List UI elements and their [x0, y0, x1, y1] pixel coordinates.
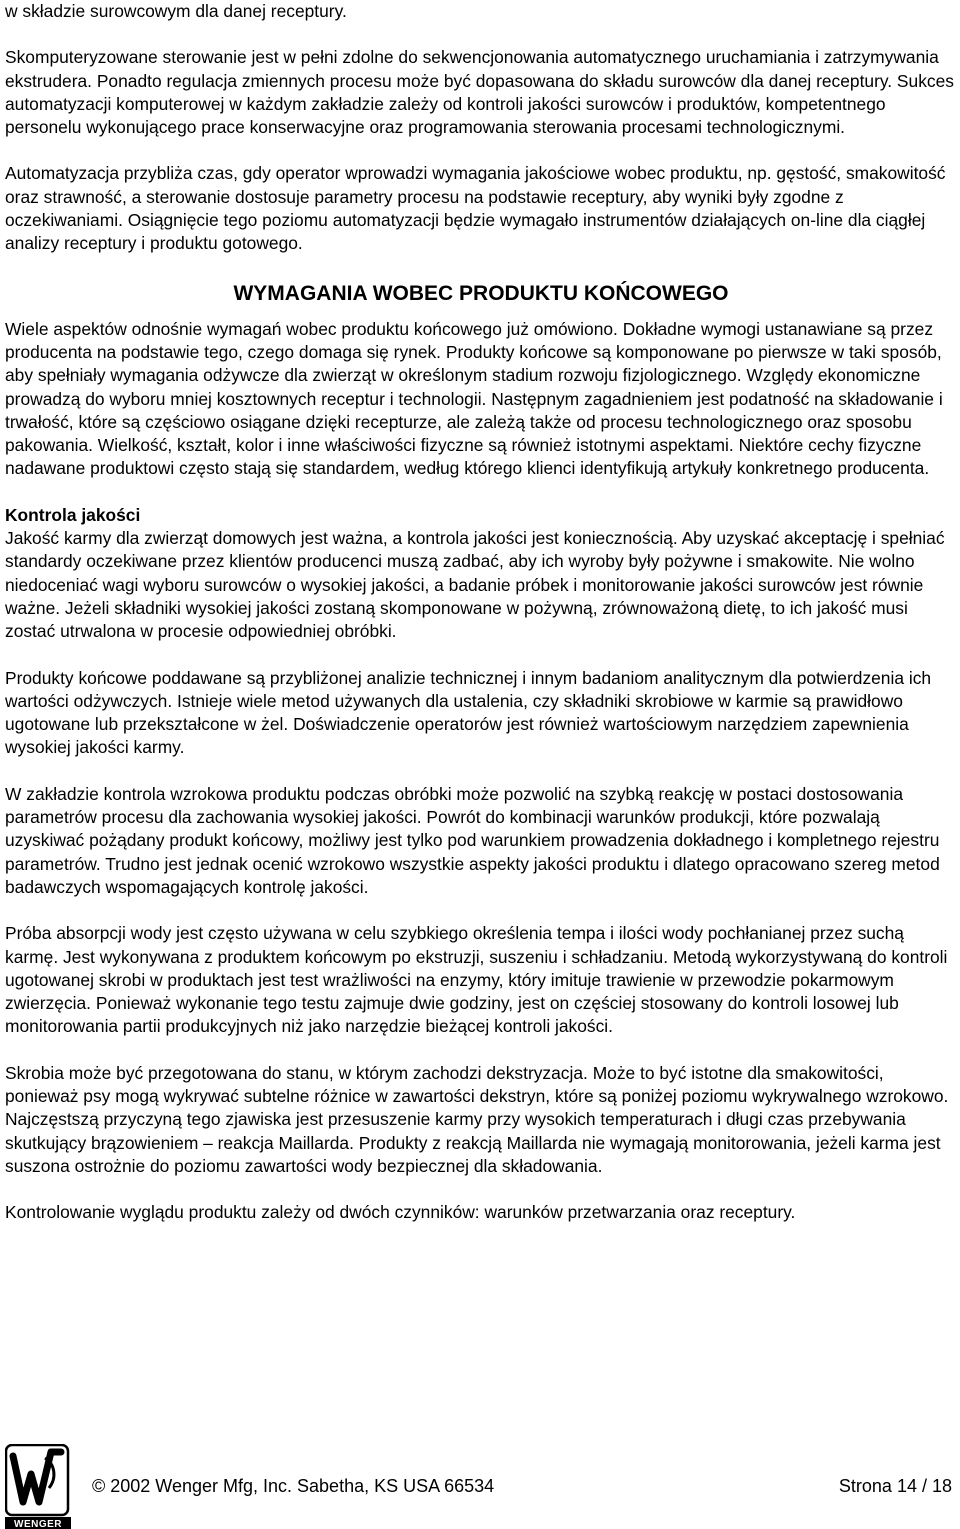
- paragraph: W zakładzie kontrola wzrokowa produktu podczas obróbki może pozwolić na szybką reakcję w postaci dostosowania parametrów procesu dla zachowania wysokiej jakości. Powrót do kombinacji warunków produkcji, które pozwalają uzyskiwać pożądany produkt końcowy, możliwy jest tylko pod warunkiem prowadzenia dokładnego i kompletnego rejestru parametrów. Trudno jest jednak ocenić wzrokowo wszystkie aspekty jakości produktu i dlatego opracowano szereg metod badawczych wspomagających kontrolę jakości.: [5, 783, 940, 897]
- subsection-heading: Kontrola jakości: [5, 504, 141, 525]
- svg-text:WENGER: WENGER: [14, 1519, 62, 1529]
- paragraph: Wiele aspektów odnośnie wymagań wobec produktu końcowego już omówiono. Dokładne wymogi ustanawiane są przez producenta na podstawie tego, czego domaga się rynek. Produkty końcowe są komponowane po pierwsze w taki sposób, aby spełniały wymagania odżywcze dla zwierząt w określonym stadium rozwoju fizjologicznego. Względy ekonomiczne prowadzą do wyboru mniej kosztownych receptur i technologii. Następnym zagadnieniem jest podatność na składowanie i trwałość, które są częściowo osiągane dzięki recepturze, ale zależą także od procesu technologicznego oraz sposobu pakowania. Wielkość, kształt, kolor i inne właściwości fizyczne są również istotnymi aspektami. Niektóre cechy fizyczne nadawane produktowi często stają się standardem, według którego klienci identyfikują artykuły konkretnego producenta.: [5, 318, 943, 479]
- section-heading: WYMAGANIA WOBEC PRODUKTU KOŃCOWEGO: [233, 281, 729, 305]
- paragraph: Automatyzacja przybliża czas, gdy operator wprowadzi wymagania jakościowe wobec produktu, np. gęstość, smakowitość oraz strawność, a sterowanie dostosuje parametry procesu na podstawie receptury, aby wyniki były zgodne z oczekiwaniami. Osiągnięcie tego poziomu automatyzacji będzie wymagało instrumentów działających on-line dla ciągłej analizy receptury i produktu gotowego.: [5, 163, 946, 254]
- paragraph: Skomputeryzowane sterowanie jest w pełni zdolne do sekwencjonowania automatycznego uruchamiania i zatrzymywania ekstrudera. Ponadto regulacja zmiennych procesu może być dopasowana do składu surowców dla danej receptury. Sukces automatyzacji komputerowej w każdym zakładzie zależy od kontroli jakości surowców i produktów, kompetentnego personelu wykonującego prace konserwacyjne oraz programowania sterowania procesami technologicznymi.: [5, 47, 954, 138]
- page-number: Strona 14 / 18: [838, 1476, 952, 1496]
- page-footer: [0, 1444, 960, 1529]
- paragraph: Produkty końcowe poddawane są przybliżonej analizie technicznej i innym badaniom analitycznym dla potwierdzenia ich wartości odżywczych. Istnieje wiele metod używanych dla ustalenia, czy składniki skrobiowe w karmie są prawidłowo ugotowane lub przekształcone w żel. Doświadczenie operatorów jest również wartościowym narzędziem zapewnienia wysokiej jakości karmy.: [5, 667, 932, 758]
- paragraph: Próba absorpcji wody jest często używana w celu szybkiego określenia tempa i ilości wody pochłanianej przez suchą karmę. Jest wykonywana z produktem końcowym po ekstruzji, suszeniu i schładzaniu. Metodą wykorzystywaną do kontroli ugotowanej skrobi w produktach jest test wrażliwości na enzymy, który imituje trawienie w przewodzie pokarmowym zwierzęcia. Ponieważ wykonanie tego testu zajmuje dwie godziny, jest on częściej stosowany do kontroli losowej lub monitorowania partii produkcyjnych niż jako narzędzie bieżącej kontroli jakości.: [5, 923, 948, 1037]
- paragraph: Kontrolowanie wyglądu produktu zależy od dwóch czynników: warunków przetwarzania oraz receptury.: [5, 1202, 796, 1223]
- copyright-text: © 2002 Wenger Mfg, Inc. Sabetha, KS USA 66534: [92, 1476, 495, 1496]
- document-page: [5, 0, 957, 1224]
- paragraph: Jakość karmy dla zwierząt domowych jest ważna, a kontrola jakości jest koniecznością. Aby uzyskać akceptację i spełniać standardy oczekiwane przez klientów producenci muszą zadbać, aby ich wyroby były pożywne i smakowite. Nie wolno niedoceniać wagi wyboru surowców o wysokiej jakości, a badanie próbek i monitorowanie jakości surowców jest równie ważne. Jeżeli składniki wysokiej jakości zostaną skomponowane w pożywną, zrównoważoną dietę, to ich jakość musi zostać utrwalona w procesie odpowiedniej obróbki.: [5, 528, 945, 642]
- wenger-logo: [5, 1444, 71, 1529]
- paragraph: w składzie surowcowym dla danej receptury.: [5, 1, 347, 21]
- paragraph: Skrobia może być przegotowana do stanu, w którym zachodzi dekstryzacja. Może to być istotne dla smakowitości, ponieważ psy mogą wykrywać subtelne różnice w zawartości dekstryn, które są poniżej poziomu wykrywalnego wzrokowo. Najczęstszą przyczyną tego zjawiska jest przesuszenie karmy przy wysokich temperaturach i długi czas przebywania skutkujący brązowieniem – reakcja Maillarda. Produkty z reakcją Maillarda nie wymagają monitorowania, jeżeli karma jest suszona ostrożnie do poziomu zawartości wody bezpiecznej dla składowania.: [5, 1062, 949, 1176]
